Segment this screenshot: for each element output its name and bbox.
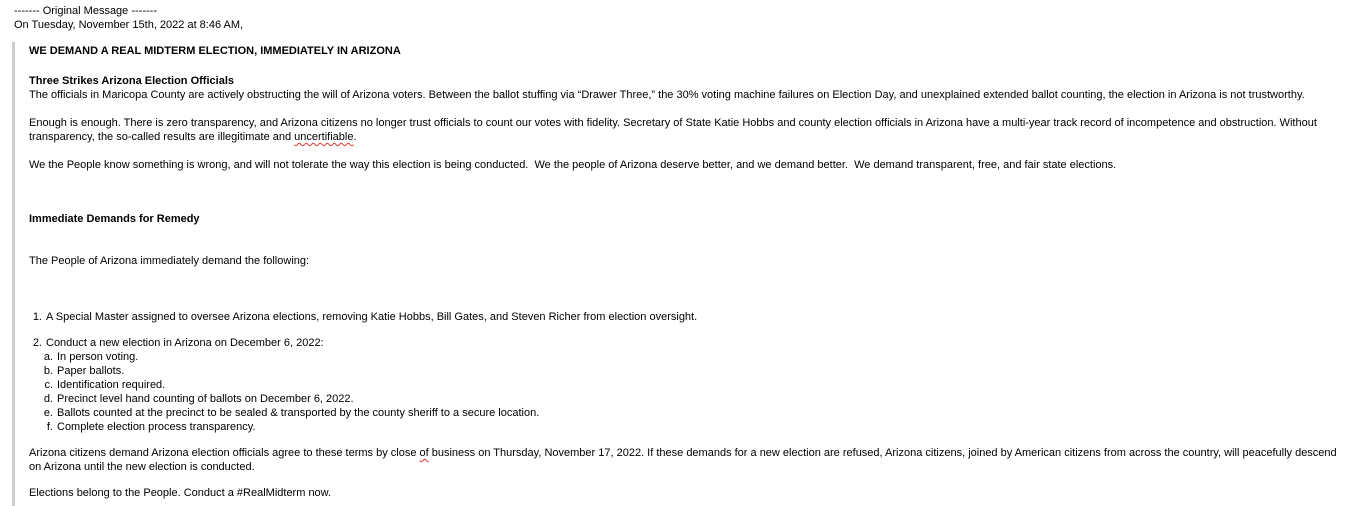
remedy-heading: Immediate Demands for Remedy [29, 213, 200, 225]
email-message-body [12, 4, 1345, 506]
enough-text-after: . [353, 131, 357, 143]
demand-item-text: A Special Master assigned to oversee Arizona elections, removing Katie Hobbs, Bill Gates, and Steven Richer from election oversight. [46, 311, 698, 323]
list-marker: f. [46, 421, 53, 433]
terms-text-after: business on Thursday, November 17, 2022. If these demands for a new election are refused, Arizona citizens, joined by American citizens from across the country, will peacefully descend on Arizona until the new election is conducted. [29, 447, 1340, 473]
three-strikes-body: The officials in Maricopa County are actively obstructing the will of Arizona voters. Between the ballot stuffing via “Drawer Three,” the 30% voting machine failures on Election Day, and unexplained extended ballot counting, the election in Arizona is not trustworthy. [29, 89, 1305, 101]
sub-demand-item-a [41, 350, 1343, 364]
section-three-strikes [29, 74, 1343, 102]
sub-demand-item-b [41, 364, 1343, 378]
quote-date-line: On Tuesday, November 15th, 2022 at 8:46 AM, [14, 19, 244, 31]
sub-demand-text: In person voting. [57, 351, 139, 363]
quoted-message-block [12, 42, 1345, 506]
paragraph-enough-is-enough [29, 116, 1343, 144]
message-title: WE DEMAND A REAL MIDTERM ELECTION, IMMEDIATELY IN ARIZONA [29, 45, 401, 57]
list-marker: b. [43, 365, 53, 377]
sub-demand-item-c [41, 378, 1343, 392]
demand-item-text: Conduct a new election in Arizona on December 6, 2022: [46, 337, 324, 349]
list-marker: c. [44, 379, 53, 391]
sub-demand-item-e [41, 406, 1343, 420]
sub-demand-text: Paper ballots. [57, 365, 125, 377]
list-marker: e. [43, 407, 53, 419]
remedy-intro: The People of Arizona immediately demand the following: [29, 255, 310, 267]
paragraph-we-the-people: We the People know something is wrong, and will not tolerate the way this election is being conducted. We the people of Arizona deserve better, and we demand better. We demand transparent, free, and fair state elections. [29, 159, 1117, 171]
sub-demand-text: Complete election process transparency. [57, 421, 256, 433]
list-marker: d. [43, 393, 53, 405]
sub-demand-text: Precinct level hand counting of ballots on December 6, 2022. [57, 393, 354, 405]
demand-item-1 [29, 310, 1343, 324]
sub-demand-item-d [41, 392, 1343, 406]
sub-demand-text: Identification required. [57, 379, 166, 391]
sub-demand-item-f [41, 420, 1343, 434]
spellcheck-flagged-word: of [419, 447, 429, 459]
demands-list [29, 310, 1343, 434]
list-marker: 2. [32, 337, 42, 349]
original-message-separator: ------- Original Message ------- [14, 5, 157, 17]
demand-item-2 [29, 336, 1343, 350]
list-marker: 1. [32, 311, 42, 323]
spellcheck-flagged-word: uncertifiable [294, 131, 354, 143]
section-remedy [29, 184, 1343, 296]
demand-sublist [29, 350, 1343, 434]
enough-text-before: Enough is enough. There is zero transparency, and Arizona citizens no longer trust officials to count our votes with fidelity. Secretary of State Katie Hobbs and county election officials in Arizona have a multi-year track record of incompetence and obstruction. Without transparency, the so-called results are illegitimate and [29, 117, 1320, 143]
three-strikes-heading: Three Strikes Arizona Election Officials [29, 75, 234, 87]
paragraph-terms-deadline [29, 446, 1343, 474]
sub-demand-text: Ballots counted at the precinct to be sealed & transported by the county sheriff to a secure location. [57, 407, 540, 419]
terms-text-before: Arizona citizens demand Arizona election officials agree to these terms by close [29, 447, 420, 459]
list-marker: a. [43, 351, 53, 363]
closing-line: Elections belong to the People. Conduct a #RealMidterm now. [29, 487, 332, 499]
